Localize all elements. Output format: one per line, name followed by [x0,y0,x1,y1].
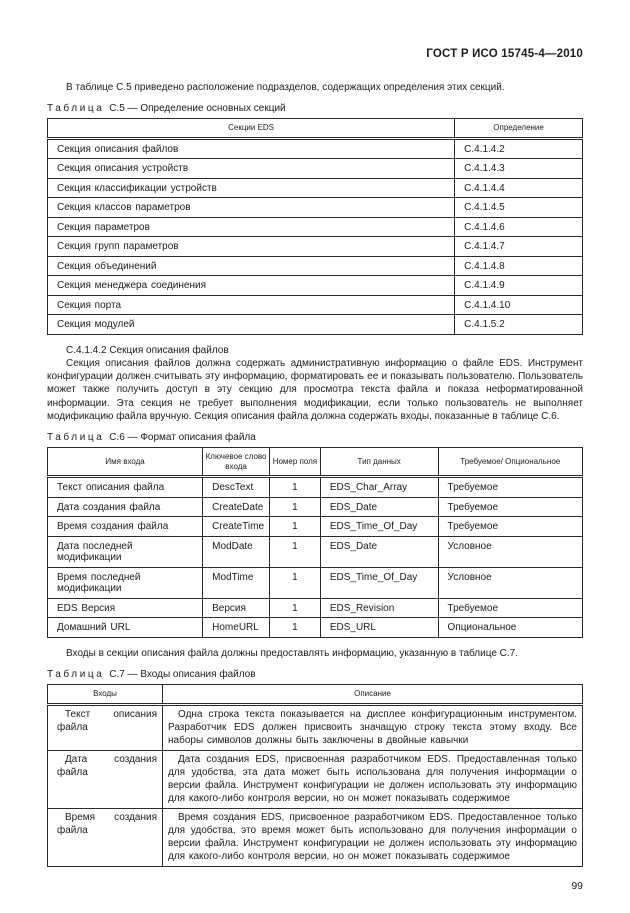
definition-ref-cell: С.4.1.4.5 [455,198,583,218]
entry-name-cell: Текст описания файла [48,704,163,750]
table-c7-header-row [48,684,583,704]
data-type-cell: EDS_Char_Array [320,477,438,498]
definition-ref-cell: С.4.1.4.7 [455,237,583,257]
required-cell: Требуемое [438,598,582,618]
entry-name-cell: Дата создания файла [48,750,163,808]
section-name-cell: Секция объединений [48,256,455,276]
definition-ref-cell: С.4.1.4.4 [455,178,583,198]
section-heading: С.4.1.4.2 Секция описания файлов [66,344,229,356]
field-number-cell: 1 [270,497,321,517]
table-c6-header-required: Требуемое/ Опциональное [438,448,582,477]
table-row [48,198,583,218]
required-cell: Требуемое [438,497,582,517]
keyword-cell: HomeURL [203,618,270,638]
table-row [48,750,583,808]
table-row [48,808,583,866]
section-name-cell: Секция классификации устройств [48,178,455,198]
table-c6-header-keyword: Ключевое слово входа [203,448,270,477]
section-name-cell: Секция порта [48,295,455,315]
table-row [48,276,583,296]
data-type-cell: EDS_Date [320,497,438,517]
table-c5-caption-word: Таблица [47,103,105,115]
page-number: 99 [571,879,583,892]
section-name-cell: Секция описания устройств [48,159,455,179]
keyword-cell: ModTime [203,567,270,598]
field-number-cell: 1 [270,536,321,567]
data-type-cell: EDS_Time_Of_Day [320,567,438,598]
entry-name-cell: EDS Версия [48,598,203,618]
field-number-cell: 1 [270,477,321,498]
table-c5-header-definition: Определение [455,119,583,139]
keyword-cell: ModDate [203,536,270,567]
table-c7-caption-word: Таблица [47,668,105,680]
keyword-cell: Версия [203,598,270,618]
data-type-cell: EDS_Time_Of_Day [320,517,438,537]
table-row [48,618,583,638]
definition-ref-cell: С.4.1.4.10 [455,295,583,315]
table-row [48,315,583,335]
entry-name-cell: Время создания файла [48,517,203,537]
table-row [48,517,583,537]
entry-description-cell: Дата создания EDS, присвоенная разработчиком EDS. Предоставленная только для удобства, эта дата может быть использована для получения информации о версии файла. Инструмент конфигурации не должен использовать эту информацию для какого-либо контроля версии, но он может показывать содержимое [163,750,583,808]
section-name-cell: Секция групп параметров [48,237,455,257]
definition-ref-cell: С.4.1.4.9 [455,276,583,296]
table-c6-caption-text: С.6 — Формат описания файла [109,432,256,444]
keyword-cell: DescText [203,477,270,498]
mid-paragraph: Входы в секции описания файла должны предоставлять информацию, указанную в таблице С.7. [66,647,518,659]
definition-ref-cell: С.4.1.4.2 [455,138,583,159]
table-c5-caption [47,103,583,114]
table-row [48,704,583,750]
section-name-cell: Секция менеджера соединения [48,276,455,296]
table-row [48,159,583,179]
table-c6 [47,447,583,638]
table-c6-caption-word: Таблица [47,432,105,444]
table-c7-header-description: Описание [163,684,583,704]
definition-ref-cell: С.4.1.4.3 [455,159,583,179]
table-c6-caption [47,432,583,443]
table-c6-header-entry-name: Имя входа [48,448,203,477]
data-type-cell: EDS_URL [320,618,438,638]
table-row [48,237,583,257]
field-number-cell: 1 [270,598,321,618]
definition-ref-cell: С.4.1.4.6 [455,217,583,237]
table-row [48,295,583,315]
required-cell: Условное [438,567,582,598]
table-c5 [47,118,583,335]
required-cell: Опциональное [438,618,582,638]
entry-name-cell: Текст описания файла [48,477,203,498]
definition-ref-cell: С.4.1.4.8 [455,256,583,276]
table-c5-header-sections: Секции EDS [48,119,455,139]
table-c7 [47,684,583,867]
data-type-cell: EDS_Revision [320,598,438,618]
table-c5-header-row [48,119,583,139]
table-c7-caption [47,669,583,680]
table-row [48,178,583,198]
definition-ref-cell: С.4.1.5.2 [455,315,583,335]
doc-header-title: ГОСТ Р ИСО 15745-4—2010 [426,48,583,60]
entry-name-cell: Домашний URL [48,618,203,638]
table-row [48,217,583,237]
keyword-cell: CreateTime [203,517,270,537]
table-row [48,598,583,618]
keyword-cell: CreateDate [203,497,270,517]
required-cell: Требуемое [438,477,582,498]
field-number-cell: 1 [270,618,321,638]
table-c5-caption-text: С.5 — Определение основных секций [109,103,286,115]
entry-name-cell: Дата создания файла [48,497,203,517]
required-cell: Условное [438,536,582,567]
entry-name-cell: Дата последней модификации [48,536,203,567]
data-type-cell: EDS_Date [320,536,438,567]
table-c7-caption-text: С.7 — Входы описания файлов [109,668,256,680]
intro-paragraph: В таблице С.5 приведено расположение подразделов, содержащих определения этих секций. [66,82,505,93]
section-name-cell: Секция классов параметров [48,198,455,218]
table-row [48,536,583,567]
section-body: Секция описания файлов должна содержать административную информацию о файле EDS. Инструмент конфигурации должен считывать эту информацию, форматировать ее и показывать пользователю. Пользователь может также получить доступ в эту секцию для просмотра текста файла и показа неформатированной информации. Эта секция не требует выполнения модификации, если только пользователь не выполняет модификацию файла вручную. Секция описания файла должна содержать входы, показанные в таблице С.6. [47,358,583,422]
required-cell: Требуемое [438,517,582,537]
table-row [48,477,583,498]
table-c6-header-data-type: Тип данных [320,448,438,477]
section-name-cell: Секция модулей [48,315,455,335]
section-name-cell: Секция параметров [48,217,455,237]
table-row [48,256,583,276]
entry-description-cell: Время создания EDS, присвоенное разработчиком EDS. Предоставленное только для удобства, это время может быть использовано для получения информации о версии файла. Инструмент конфигурации не должен использовать эту информацию для какого-либо контроля версии, но он может показывать содержимое [163,808,583,866]
entry-name-cell: Время создания файла [48,808,163,866]
table-row [48,497,583,517]
table-row [48,567,583,598]
table-row [48,138,583,159]
field-number-cell: 1 [270,517,321,537]
table-c7-header-entries: Входы [48,684,163,704]
section-name-cell: Секция описания файлов [48,138,455,159]
field-number-cell: 1 [270,567,321,598]
table-c6-header-row [48,448,583,477]
entry-description-cell: Одна строка текста показывается на дисплее конфигурационным инструментом. Разработчик EDS должен присвоить значащую строку текста этому входу. Все наборы символов должны быть заключены в двойные кавычки [163,704,583,750]
table-c6-header-field-number: Номер поля [270,448,321,477]
entry-name-cell: Время последней модификации [48,567,203,598]
